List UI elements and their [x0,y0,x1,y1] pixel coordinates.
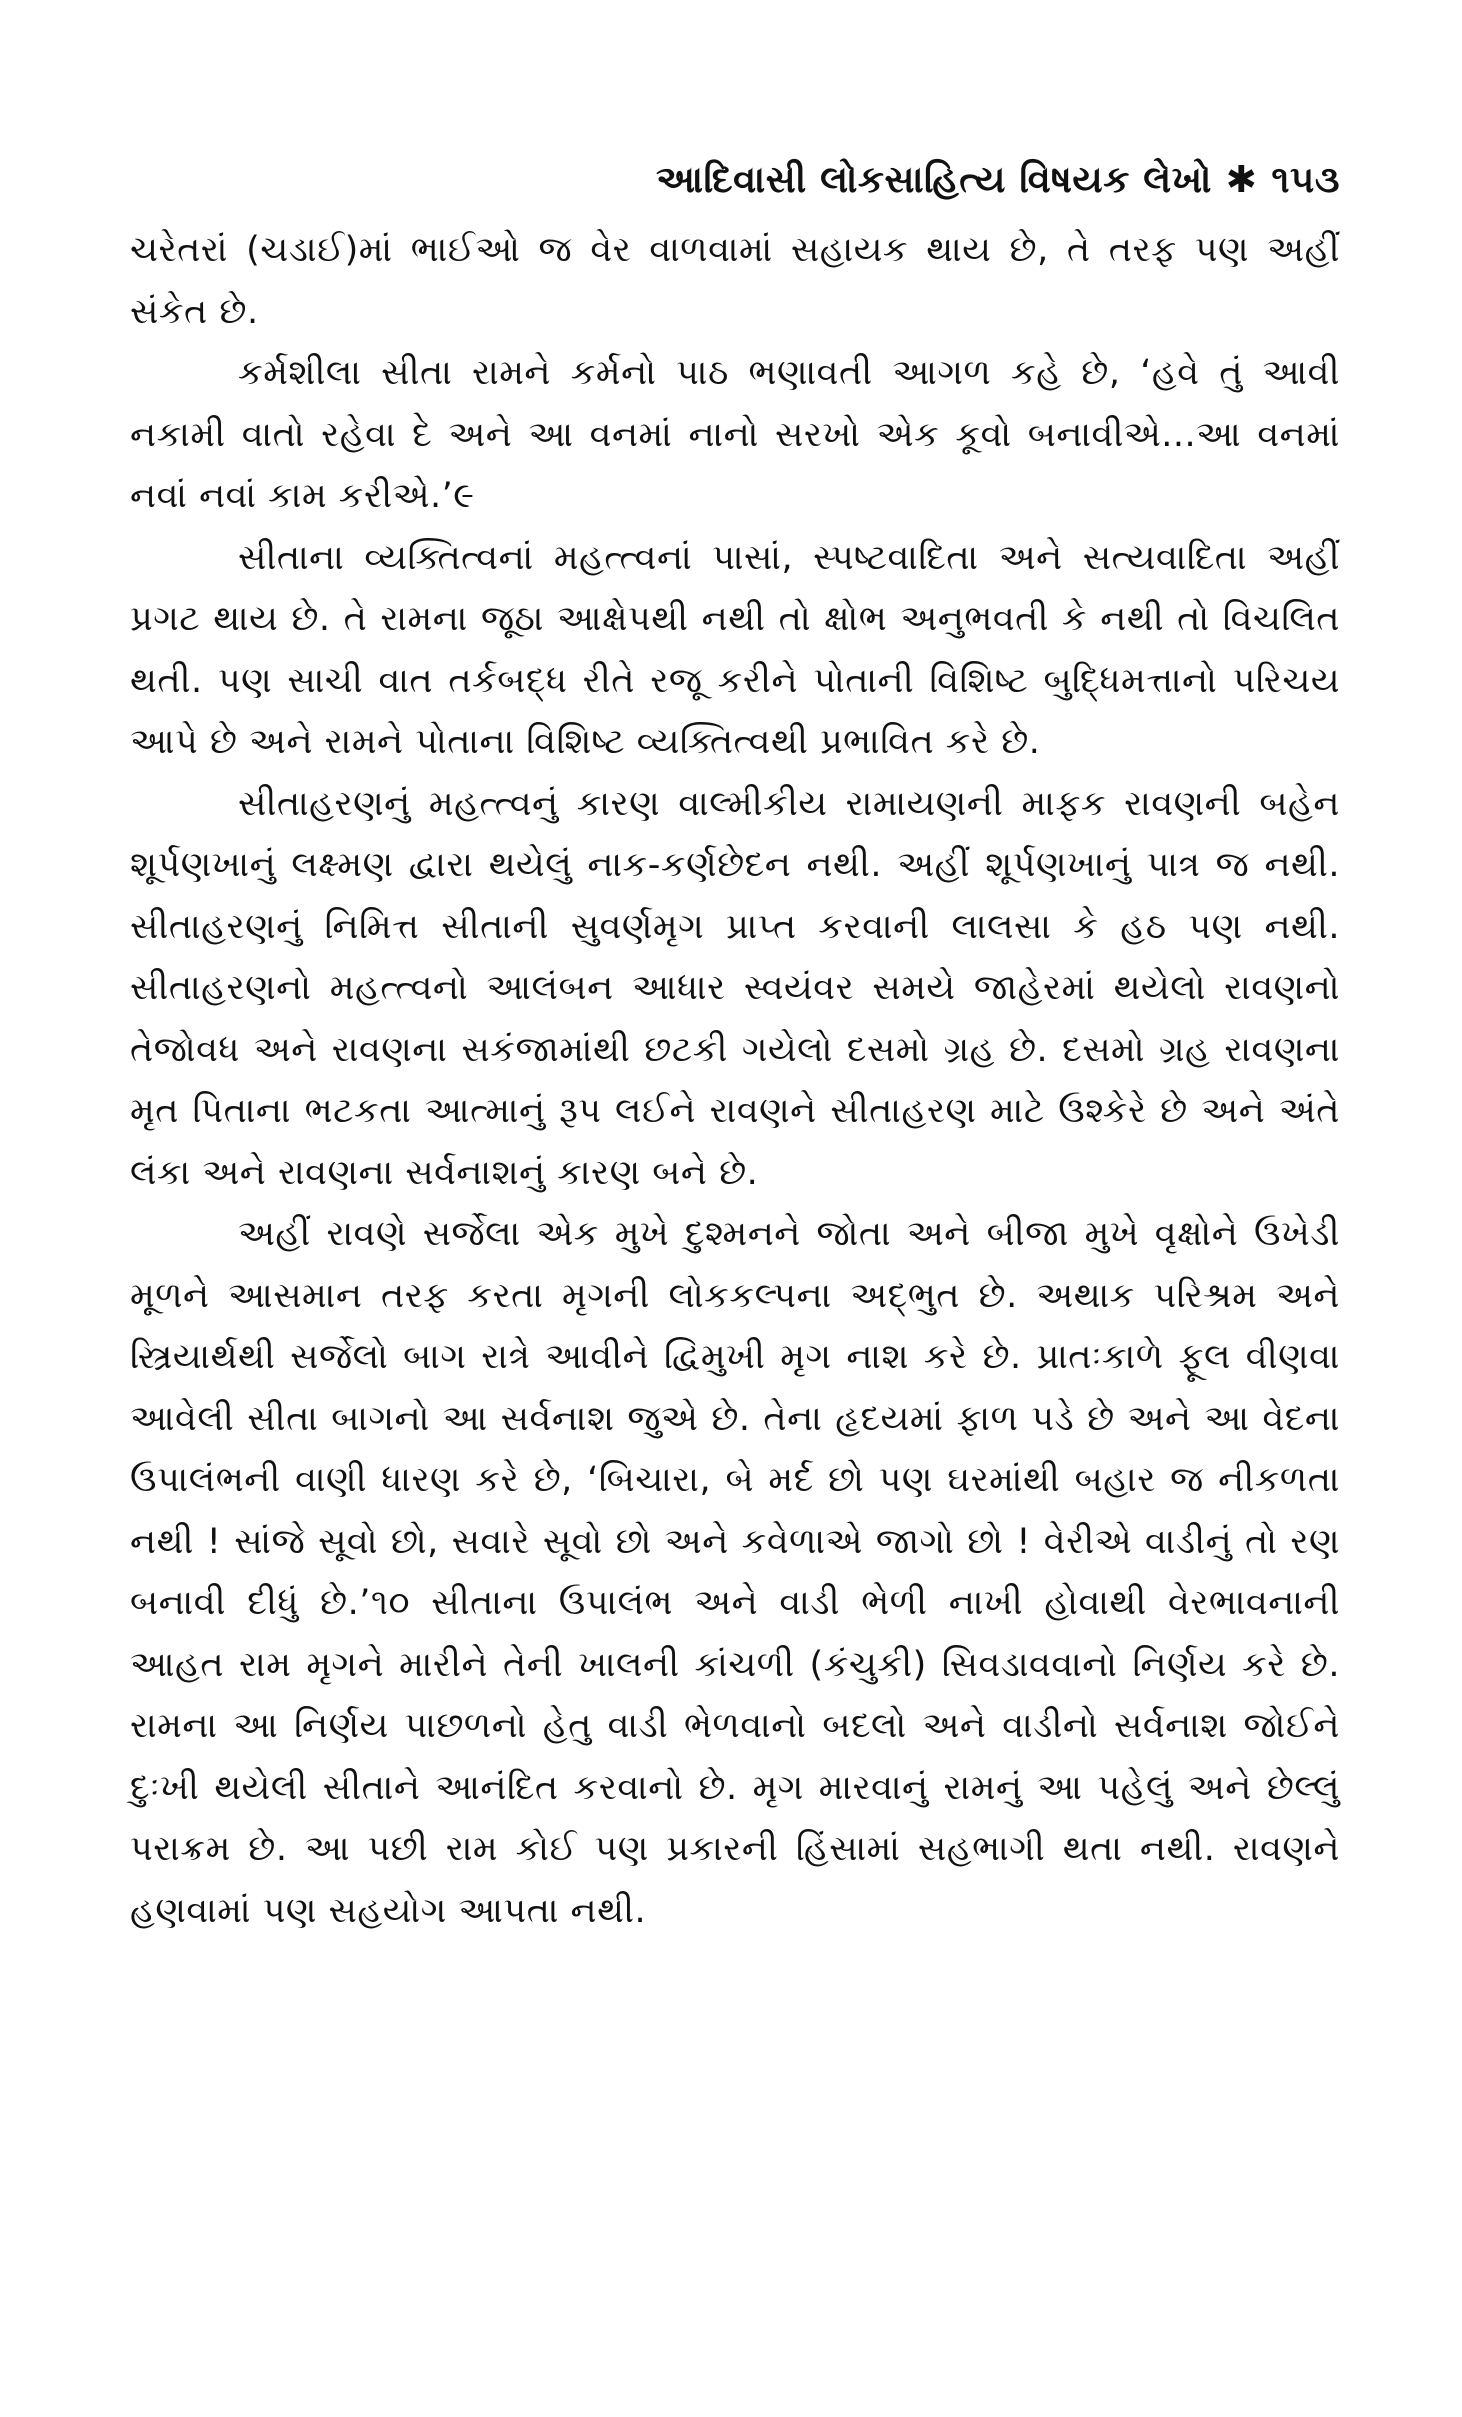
asterisk-separator-icon: ✱ [1225,158,1258,201]
running-header [130,150,1340,220]
paragraph-sita-personality: સીતાના વ્યક્તિત્વનાં મહત્ત્વનાં પાસાં, સ્પષ્ટવાદિતા અને સત્યવાદિતા અહીં પ્રગટ થાય છે. તે રામના જૂઠા આક્ષેપથી નથી તો ક્ષોભ અનુભવતી કે નથી તો વિચલિત થતી. પણ સાચી વાત તર્કબદ્ધ રીતે રજૂ કરીને પોતાની વિશિષ્ટ બુદ્ધિમત્તાનો પરિચય આપે છે અને રામને પોતાના વિશિષ્ટ વ્યક્તિત્વથી પ્રભાવિત કરે છે. [130,537,1340,762]
paragraph-sita-abduction: સીતાહરણનું મહત્ત્વનું કારણ વાલ્મીકીય રામાયણની માફક રાવણની બહેન શૂર્પણખાનું લક્ષ્મણ દ્વારા થયેલું નાક-કર્ણછેદન નથી. અહીં શૂર્પણખાનું પાત્ર જ નથી. સીતાહરણનું નિમિત્ત સીતાની સુવર્ણમૃગ પ્રાપ્ત કરવાની લાલસા કે હઠ પણ નથી. સીતાહરણનો મહત્ત્વનો આલંબન આધાર સ્વયંવર સમયે જાહેરમાં થયેલો રાવણનો તેજોવધ અને રાવણના સકંજામાંથી છટકી ગયેલો દસમો ગ્રહ છે. દસમો ગ્રહ રાવણના મૃત પિતાના ભટકતા આત્માનું રૂપ લઈને રાવણને સીતાહરણ માટે ઉશ્કેરે છે અને અંતે લંકા અને રાવણના સર્વનાશનું કારણ બને છે. [130,783,1340,1193]
paragraph-sita-speech: કર્મશીલા સીતા રામને કર્મનો પાઠ ભણાવતી આગળ કહે છે, ‘હવે તું આવી નકામી વાતો રહેવા દે અને આ વનમાં નાનો સરખો એક કૂવો બનાવીએ...આ વનમાં નવાં નવાં કામ કરીએ.’૯ [130,353,1340,516]
paragraph-continuation: ચરેતરાં (ચડાઈ)માં ભાઈઓ જ વેર વાળવામાં સહાયક થાય છે, તે તરફ પણ અહીં સંકેત છે. [130,230,1340,332]
book-page [130,150,1340,1942]
book-section-title: આદિવાસી લોકસાહિત્ય વિષયક લેખો [655,158,1212,201]
page-number: ૧૫૩ [1271,158,1340,201]
paragraph-deer-story: અહીં રાવણે સર્જેલા એક મુખે દુશ્મનને જોતા અને બીજા મુખે વૃક્ષોને ઉખેડી મૂળને આસમાન તરફ કરતા મૃગની લોકકલ્પના અદ્ભુત છે. અથાક પરિશ્રમ અને સ્ત્રિયાર્થથી સર્જેલો બાગ રાત્રે આવીને દ્વિમુખી મૃગ નાશ કરે છે. પ્રાતઃકાળે ફૂલ વીણવા આવેલી સીતા બાગનો આ સર્વનાશ જુએ છે. તેના હૃદયમાં ફાળ પડે છે અને આ વેદના ઉપાલંભની વાણી ધારણ કરે છે, ‘બિચારા, બે મર્દ છો પણ ઘરમાંથી બહાર જ નીકળતા નથી ! સાંજે સૂવો છો, સવારે સૂવો છો અને કવેળાએ જાગો છો ! વેરીએ વાડીનું તો રણ બનાવી દીધું છે.’૧૦ સીતાના ઉપાલંભ અને વાડી ભેળી નાખી હોવાથી વેરભાવનાની આહત રામ મૃગને મારીને તેની ખાલની કાંચળી (કંચુકી) સિવડાવવાનો નિર્ણય કરે છે. રામના આ નિર્ણય પાછળનો હેતુ વાડી ભેળવાનો બદલો અને વાડીનો સર્વનાશ જોઈને દુઃખી થયેલી સીતાને આનંદિત કરવાનો છે. મૃગ મારવાનું રામનું આ પહેલું અને છેલ્લું પરાક્રમ છે. આ પછી રામ કોઈ પણ પ્રકારની હિંસામાં સહભાગી થતા નથી. રાવણને હણવામાં પણ સહયોગ આપતા નથી. [130,1214,1340,1931]
